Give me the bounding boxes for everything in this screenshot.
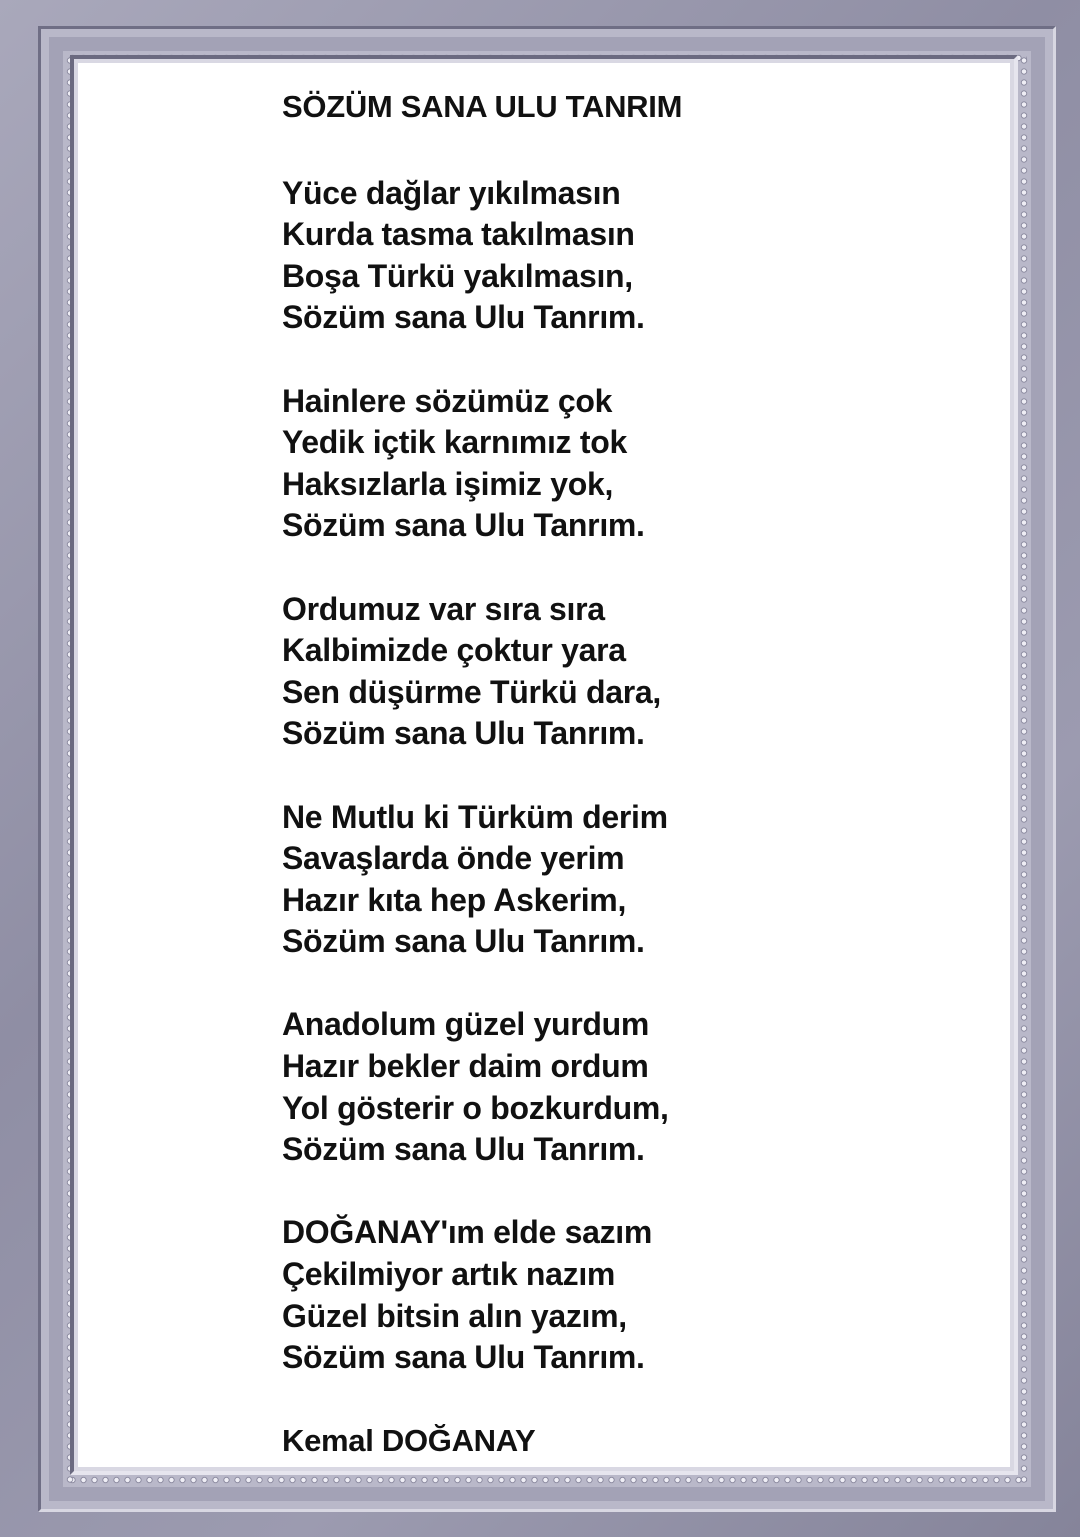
poem-line: Hazır kıta hep Askerim,: [282, 881, 627, 918]
stanza-6: [282, 1212, 982, 1378]
poem-line: Sözüm sana Ulu Tanrım.: [282, 507, 645, 544]
stanza-gap: [282, 1171, 982, 1213]
poem-line: Ordumuz var sıra sıra: [282, 590, 605, 627]
poem-line: Sözüm sana Ulu Tanrım.: [282, 1339, 645, 1376]
poem-line: Sözüm sana Ulu Tanrım.: [282, 715, 645, 752]
stanza-gap: [282, 963, 982, 1005]
poem-line: Ne Mutlu ki Türküm derim: [282, 798, 668, 835]
poem-line: Yol gösterir o bozkurdum,: [282, 1089, 669, 1126]
poem-line: Sen düşürme Türkü dara,: [282, 673, 661, 710]
poem-line: DOĞANAY'ım elde sazım: [282, 1214, 653, 1251]
poem-line: Hainlere sözümüz çok: [282, 382, 613, 419]
poem-line: Sözüm sana Ulu Tanrım.: [282, 299, 645, 336]
poem-line: Yüce dağlar yıkılmasın: [282, 174, 621, 211]
poem-author: Kemal DOĞANAY: [282, 1423, 536, 1459]
frame-inner-bevel: [70, 55, 1018, 1475]
frame-beads-right: [1020, 55, 1028, 1483]
frame-beads-bottom: [67, 1476, 1027, 1484]
poem-line: Yedik içtik karnımız tok: [282, 424, 627, 461]
poem-body: [282, 83, 982, 1462]
stanza-4: [282, 797, 982, 963]
poem-line: Hazır bekler daim ordum: [282, 1048, 649, 1085]
stanza-1: [282, 173, 982, 339]
poem-line: Anadolum güzel yurdum: [282, 1006, 650, 1043]
poem-line: Kalbimizde çoktur yara: [282, 632, 626, 669]
stanza-5: [282, 1004, 982, 1170]
poem-paper: [78, 63, 1010, 1467]
poem-title: SÖZÜM SANA ULU TANRIM: [282, 89, 683, 124]
stanza-gap: [282, 755, 982, 797]
poem-line: Sözüm sana Ulu Tanrım.: [282, 923, 645, 960]
stanza-gap: [282, 131, 982, 173]
stanza-gap: [282, 339, 982, 381]
poem-line: Sözüm sana Ulu Tanrım.: [282, 1131, 645, 1168]
poem-line: Haksızlarla işimiz yok,: [282, 465, 614, 502]
stanza-3: [282, 589, 982, 755]
stanza-2: [282, 381, 982, 547]
stanza-gap: [282, 1379, 982, 1421]
poem-line: Çekilmiyor artık nazım: [282, 1256, 616, 1293]
poem-line: Güzel bitsin alın yazım,: [282, 1297, 627, 1334]
poem-line: Kurda tasma takılmasın: [282, 216, 635, 253]
stanza-gap: [282, 547, 982, 589]
poem-line: Savaşlarda önde yerim: [282, 840, 625, 877]
poem-line: Boşa Türkü yakılmasın,: [282, 257, 633, 294]
